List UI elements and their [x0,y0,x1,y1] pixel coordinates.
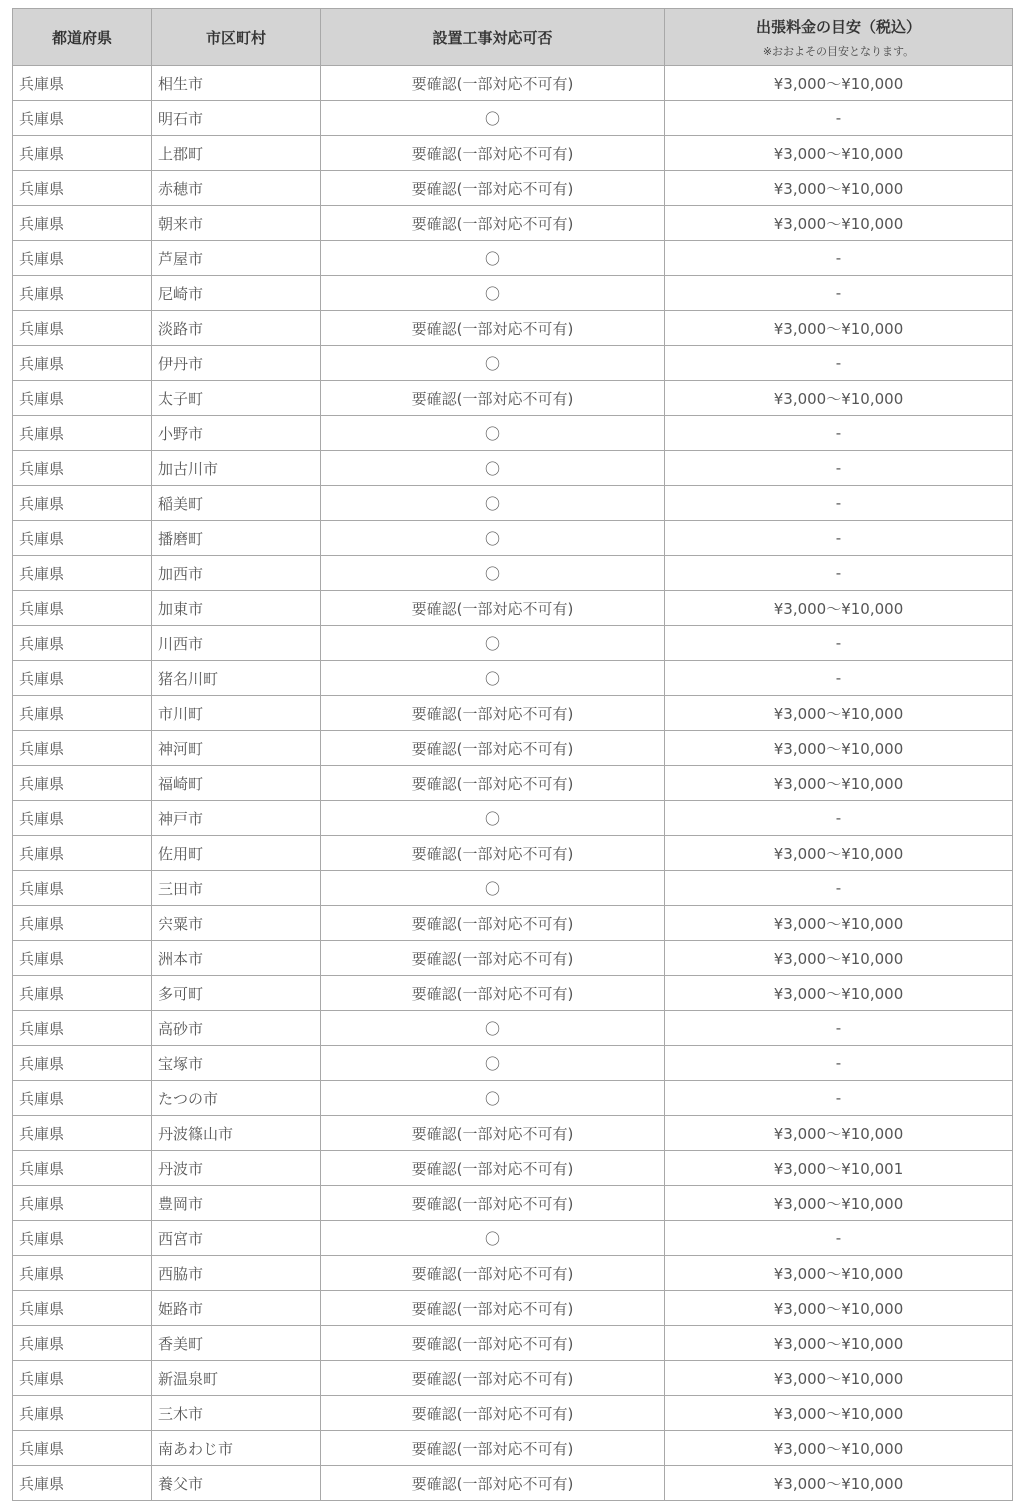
cell-installation: 要確認(一部対応不可有) [321,696,665,731]
cell-prefecture: 兵庫県 [13,1431,152,1466]
cell-fee: ¥3,000～¥10,000 [665,836,1013,871]
cell-installation: 要確認(一部対応不可有) [321,206,665,241]
cell-prefecture: 兵庫県 [13,906,152,941]
cell-city: 明石市 [152,101,321,136]
cell-prefecture: 兵庫県 [13,626,152,661]
cell-installation: 要確認(一部対応不可有) [321,976,665,1011]
cell-city: 佐用町 [152,836,321,871]
cell-city: 市川町 [152,696,321,731]
cell-fee: - [665,1081,1013,1116]
table-row [13,241,1013,276]
cell-prefecture: 兵庫県 [13,1326,152,1361]
cell-installation: 〇 [321,486,665,521]
cell-prefecture: 兵庫県 [13,451,152,486]
cell-prefecture: 兵庫県 [13,1151,152,1186]
cell-city: 香美町 [152,1326,321,1361]
cell-installation: 要確認(一部対応不可有) [321,1361,665,1396]
cell-installation: 〇 [321,1011,665,1046]
cell-fee: ¥3,000～¥10,000 [665,136,1013,171]
cell-fee: ¥3,000～¥10,000 [665,206,1013,241]
cell-installation: 要確認(一部対応不可有) [321,136,665,171]
cell-prefecture: 兵庫県 [13,591,152,626]
cell-city: 上郡町 [152,136,321,171]
service-area-table [12,8,1013,1501]
cell-installation: 要確認(一部対応不可有) [321,311,665,346]
table-row [13,521,1013,556]
table-row [13,731,1013,766]
table-row [13,1151,1013,1186]
table-row [13,451,1013,486]
cell-fee: - [665,871,1013,906]
header-fee [665,9,1013,66]
cell-city: 丹波篠山市 [152,1116,321,1151]
cell-fee: ¥3,000～¥10,000 [665,381,1013,416]
cell-city: 西宮市 [152,1221,321,1256]
cell-installation: 要確認(一部対応不可有) [321,1326,665,1361]
cell-fee: - [665,1221,1013,1256]
table-row [13,486,1013,521]
cell-city: 新温泉町 [152,1361,321,1396]
table-row [13,976,1013,1011]
cell-prefecture: 兵庫県 [13,311,152,346]
table-row [13,66,1013,101]
cell-installation: 要確認(一部対応不可有) [321,1466,665,1501]
table-row [13,1466,1013,1501]
cell-city: 洲本市 [152,941,321,976]
table-row [13,766,1013,801]
cell-prefecture: 兵庫県 [13,801,152,836]
cell-city: 宝塚市 [152,1046,321,1081]
table-row [13,206,1013,241]
cell-prefecture: 兵庫県 [13,101,152,136]
cell-city: 播磨町 [152,521,321,556]
table-row [13,416,1013,451]
cell-fee: ¥3,000～¥10,000 [665,1186,1013,1221]
cell-prefecture: 兵庫県 [13,1396,152,1431]
cell-city: 西脇市 [152,1256,321,1291]
table-row [13,346,1013,381]
table-row [13,1326,1013,1361]
cell-fee: - [665,451,1013,486]
cell-fee: - [665,486,1013,521]
cell-fee: ¥3,000～¥10,000 [665,696,1013,731]
cell-installation: 〇 [321,556,665,591]
cell-city: 宍粟市 [152,906,321,941]
cell-prefecture: 兵庫県 [13,1361,152,1396]
cell-installation: 要確認(一部対応不可有) [321,1396,665,1431]
cell-installation: 要確認(一部対応不可有) [321,1431,665,1466]
cell-prefecture: 兵庫県 [13,276,152,311]
cell-installation: 要確認(一部対応不可有) [321,1256,665,1291]
cell-installation: 〇 [321,1081,665,1116]
cell-installation: 〇 [321,801,665,836]
cell-prefecture: 兵庫県 [13,1291,152,1326]
header-city: 市区町村 [152,9,321,66]
cell-prefecture: 兵庫県 [13,1221,152,1256]
cell-prefecture: 兵庫県 [13,1186,152,1221]
cell-installation: 〇 [321,416,665,451]
cell-installation: 〇 [321,101,665,136]
cell-prefecture: 兵庫県 [13,1466,152,1501]
cell-installation: 〇 [321,871,665,906]
cell-fee: - [665,801,1013,836]
table-row [13,591,1013,626]
table-row [13,171,1013,206]
cell-fee: - [665,556,1013,591]
table-row [13,836,1013,871]
cell-city: 多可町 [152,976,321,1011]
cell-fee: ¥3,000～¥10,001 [665,1151,1013,1186]
cell-installation: 要確認(一部対応不可有) [321,591,665,626]
table-row [13,1221,1013,1256]
cell-installation: 要確認(一部対応不可有) [321,1291,665,1326]
cell-installation: 〇 [321,661,665,696]
cell-installation: 要確認(一部対応不可有) [321,1186,665,1221]
table-row [13,381,1013,416]
table-row [13,136,1013,171]
cell-fee: - [665,416,1013,451]
table-row [13,801,1013,836]
cell-fee: ¥3,000～¥10,000 [665,1291,1013,1326]
cell-prefecture: 兵庫県 [13,696,152,731]
cell-prefecture: 兵庫県 [13,521,152,556]
cell-fee: - [665,346,1013,381]
cell-prefecture: 兵庫県 [13,486,152,521]
table-row [13,626,1013,661]
cell-city: 猪名川町 [152,661,321,696]
table-row [13,1011,1013,1046]
table-row [13,1361,1013,1396]
cell-city: 養父市 [152,1466,321,1501]
cell-city: たつの市 [152,1081,321,1116]
cell-city: 淡路市 [152,311,321,346]
cell-prefecture: 兵庫県 [13,1081,152,1116]
cell-installation: 要確認(一部対応不可有) [321,836,665,871]
cell-fee: ¥3,000～¥10,000 [665,1361,1013,1396]
cell-city: 三田市 [152,871,321,906]
cell-city: 姫路市 [152,1291,321,1326]
cell-fee: ¥3,000～¥10,000 [665,941,1013,976]
cell-city: 南あわじ市 [152,1431,321,1466]
cell-prefecture: 兵庫県 [13,766,152,801]
cell-fee: ¥3,000～¥10,000 [665,1466,1013,1501]
table-row [13,1291,1013,1326]
cell-city: 高砂市 [152,1011,321,1046]
table-row [13,1256,1013,1291]
cell-city: 加古川市 [152,451,321,486]
cell-installation: 〇 [321,1221,665,1256]
cell-fee: ¥3,000～¥10,000 [665,766,1013,801]
cell-city: 三木市 [152,1396,321,1431]
cell-fee: ¥3,000～¥10,000 [665,906,1013,941]
cell-installation: 〇 [321,241,665,276]
table-header [13,9,1013,66]
cell-prefecture: 兵庫県 [13,381,152,416]
cell-prefecture: 兵庫県 [13,1116,152,1151]
cell-prefecture: 兵庫県 [13,556,152,591]
cell-prefecture: 兵庫県 [13,346,152,381]
service-area-table-container [12,8,1012,1501]
table-row [13,1081,1013,1116]
cell-city: 加西市 [152,556,321,591]
cell-city: 稲美町 [152,486,321,521]
cell-installation: 要確認(一部対応不可有) [321,766,665,801]
cell-fee: - [665,1046,1013,1081]
cell-fee: - [665,626,1013,661]
table-row [13,1116,1013,1151]
cell-city: 丹波市 [152,1151,321,1186]
cell-installation: 〇 [321,1046,665,1081]
table-row [13,1046,1013,1081]
cell-city: 相生市 [152,66,321,101]
cell-city: 小野市 [152,416,321,451]
cell-fee: ¥3,000～¥10,000 [665,731,1013,766]
table-row [13,1396,1013,1431]
cell-city: 福崎町 [152,766,321,801]
cell-fee: ¥3,000～¥10,000 [665,311,1013,346]
table-row [13,1431,1013,1466]
table-row [13,556,1013,591]
cell-prefecture: 兵庫県 [13,416,152,451]
cell-fee: ¥3,000～¥10,000 [665,591,1013,626]
cell-installation: 要確認(一部対応不可有) [321,66,665,101]
cell-prefecture: 兵庫県 [13,661,152,696]
cell-fee: ¥3,000～¥10,000 [665,976,1013,1011]
cell-prefecture: 兵庫県 [13,976,152,1011]
cell-fee: ¥3,000～¥10,000 [665,1326,1013,1361]
cell-fee: - [665,1011,1013,1046]
table-row [13,276,1013,311]
cell-fee: - [665,661,1013,696]
cell-city: 赤穂市 [152,171,321,206]
header-prefecture: 都道府県 [13,9,152,66]
cell-city: 伊丹市 [152,346,321,381]
cell-installation: 〇 [321,451,665,486]
table-row [13,906,1013,941]
cell-installation: 要確認(一部対応不可有) [321,381,665,416]
header-fee-label: 出張料金の目安（税込） [755,17,921,36]
cell-city: 朝来市 [152,206,321,241]
cell-fee: - [665,241,1013,276]
cell-prefecture: 兵庫県 [13,241,152,276]
cell-installation: 要確認(一部対応不可有) [321,731,665,766]
cell-prefecture: 兵庫県 [13,1046,152,1081]
cell-prefecture: 兵庫県 [13,1256,152,1291]
cell-installation: 要確認(一部対応不可有) [321,171,665,206]
cell-fee: ¥3,000～¥10,000 [665,66,1013,101]
cell-installation: 要確認(一部対応不可有) [321,1116,665,1151]
cell-installation: 〇 [321,626,665,661]
cell-prefecture: 兵庫県 [13,206,152,241]
cell-fee: - [665,276,1013,311]
cell-installation: 〇 [321,346,665,381]
cell-city: 神戸市 [152,801,321,836]
cell-installation: 要確認(一部対応不可有) [321,906,665,941]
table-row [13,696,1013,731]
cell-fee: ¥3,000～¥10,000 [665,1396,1013,1431]
cell-prefecture: 兵庫県 [13,941,152,976]
cell-prefecture: 兵庫県 [13,171,152,206]
cell-city: 芦屋市 [152,241,321,276]
cell-city: 太子町 [152,381,321,416]
cell-city: 加東市 [152,591,321,626]
cell-installation: 〇 [321,521,665,556]
table-row [13,871,1013,906]
table-row [13,1186,1013,1221]
header-installation: 設置工事対応可否 [321,9,665,66]
cell-prefecture: 兵庫県 [13,731,152,766]
cell-city: 尼崎市 [152,276,321,311]
cell-prefecture: 兵庫県 [13,136,152,171]
cell-prefecture: 兵庫県 [13,836,152,871]
cell-fee: - [665,521,1013,556]
cell-installation: 要確認(一部対応不可有) [321,1151,665,1186]
cell-fee: ¥3,000～¥10,000 [665,171,1013,206]
cell-prefecture: 兵庫県 [13,871,152,906]
cell-city: 神河町 [152,731,321,766]
header-fee-note: ※おおよその目安となります。 [762,44,915,58]
cell-installation: 要確認(一部対応不可有) [321,941,665,976]
table-row [13,101,1013,136]
table-body [13,66,1013,1501]
table-row [13,941,1013,976]
cell-fee: ¥3,000～¥10,000 [665,1256,1013,1291]
header-row [13,9,1013,66]
cell-prefecture: 兵庫県 [13,1011,152,1046]
cell-prefecture: 兵庫県 [13,66,152,101]
cell-city: 川西市 [152,626,321,661]
cell-city: 豊岡市 [152,1186,321,1221]
cell-installation: 〇 [321,276,665,311]
table-row [13,661,1013,696]
cell-fee: - [665,101,1013,136]
cell-fee: ¥3,000～¥10,000 [665,1431,1013,1466]
cell-fee: ¥3,000～¥10,000 [665,1116,1013,1151]
table-row [13,311,1013,346]
